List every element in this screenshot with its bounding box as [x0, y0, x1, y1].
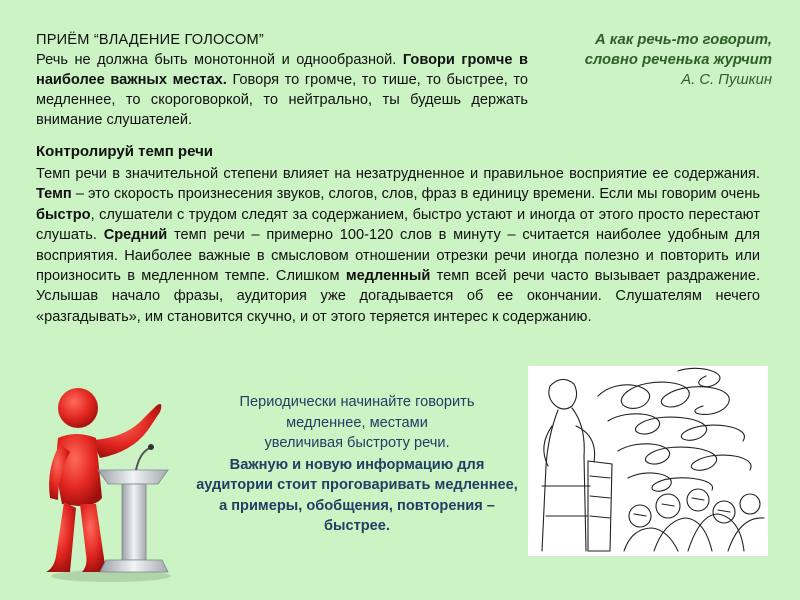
intro-bold-text: Говори громче в наиболее важных местах. — [36, 52, 528, 88]
section-title: ПРИЁМ “ВЛАДЕНИЕ ГОЛОСОМ” — [36, 32, 264, 48]
tempo-bold-fast: быстро — [36, 206, 91, 223]
speaker-illustration — [36, 378, 186, 584]
tempo-bold-medium: Средний — [103, 227, 168, 244]
tip-line: Периодически начинайте говорить — [239, 394, 475, 410]
tip-bold-text: Важную и новую информацию для аудитории стоит проговаривать медленнее, а примеры, обобщения, повторения – быстрее. — [196, 456, 518, 534]
sketch-illustration — [528, 366, 768, 556]
epigraph-quote: А как речь-то говорит, словно реченька журчит — [584, 32, 772, 68]
tempo-paragraph — [36, 164, 760, 327]
intro-section — [36, 30, 528, 130]
tempo-text: темп речи – примерно 100-120 слов в минуту – считается наиболее удобным для восприятия. Наиболее важные в смысловом отношении отрезки речи иногда полезно и повторить или произносить в медленном темпе. Слишком — [36, 227, 760, 285]
tempo-section — [36, 142, 760, 327]
tempo-text: , слушатели с трудом следят за содержанием, быстро устают и иногда от этого просто перестают слушать. — [36, 206, 760, 244]
tempo-text: Темп речи в значительной степени влияет на незатрудненное и правильное восприятие ее содержания. — [36, 166, 760, 182]
red-figure-at-lectern-icon — [36, 378, 186, 584]
tempo-bold-term: Темп — [36, 186, 72, 203]
tip-box — [192, 392, 522, 537]
tempo-heading: Контролируй темп речи — [36, 143, 213, 160]
tempo-text: – это скорость произнесения звуков, слогов, слов, фраз в единицу времени. Если мы говорим очень — [71, 186, 760, 203]
tempo-text: темп всей речи часто вызывает раздражение. Услышав начало фразы, аудитория уже догадывается об ее окончании. Слушателям нечего «разгадывать», им становится скучно, и от этого теряется интерес к содержанию. — [36, 268, 760, 325]
epigraph-author: А. С. Пушкин — [681, 72, 772, 88]
intro-text-end: Говоря то громче, то тише, то быстрее, то медленнее, то скороговоркой, то нейтрально, ты будешь держать внимание слушателей. — [36, 72, 528, 128]
tempo-bold-slow: медленный — [345, 268, 431, 285]
speaker-and-sleeping-audience-sketch — [528, 366, 768, 556]
tip-line: увеличивая быстроту речи. — [264, 435, 450, 451]
epigraph — [540, 30, 772, 90]
intro-text-start: Речь не должна быть монотонной и однообразной. — [36, 52, 403, 68]
tip-line: медленнее, местами — [286, 414, 428, 431]
